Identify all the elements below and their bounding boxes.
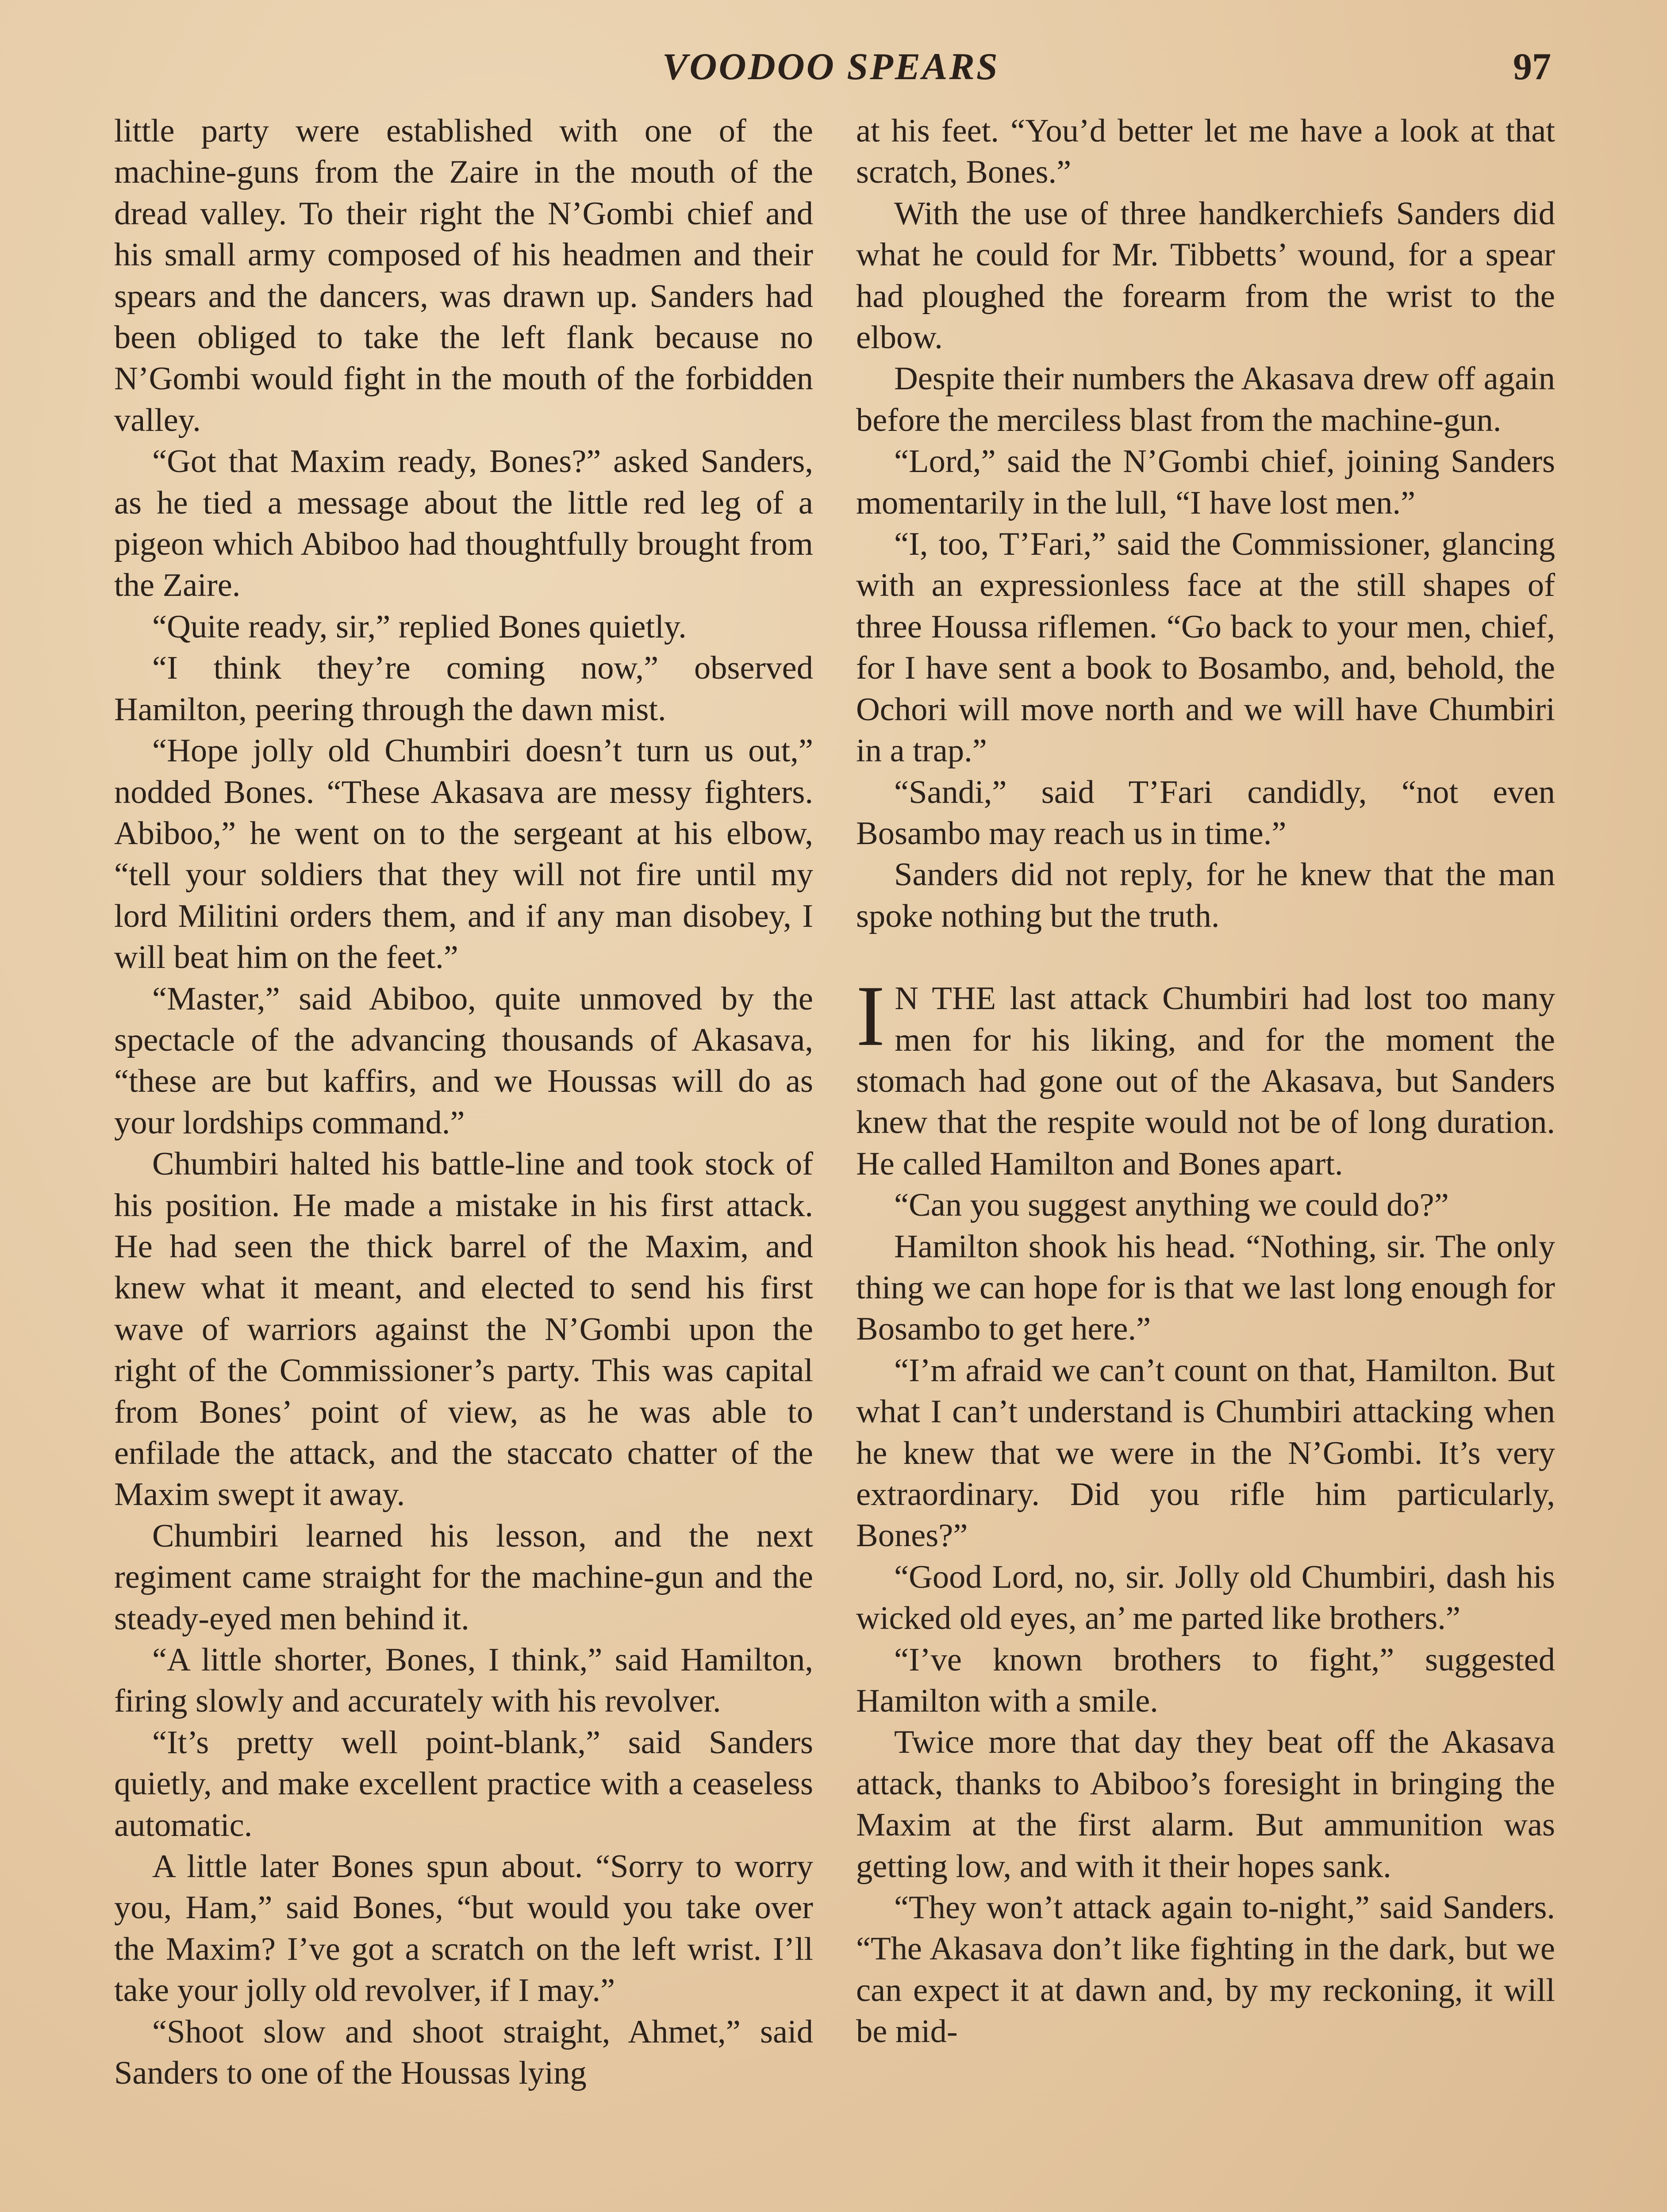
paragraph: “Shoot slow and shoot straight, Ahmet,” said Sanders to one of the Houssas lying xyxy=(114,2013,813,2092)
paragraph: “Sandi,” said T’Fari candidly, “not even Bosambo may reach us in time.” xyxy=(856,774,1555,852)
paragraph: “Good Lord, no, sir. Jolly old Chumbiri, dash his wicked old eyes, an’ me parted like brothers.” xyxy=(856,1559,1555,1637)
paragraph: “Lord,” said the N’Gombi chief, joining Sanders momentarily in the lull, “I have lost men.” xyxy=(856,443,1555,521)
paragraph: “Got that Maxim ready, Bones?” asked Sanders, as he tied a message about the little red leg of a pigeon which Abiboo had thoughtfully brought from the Zaire. xyxy=(114,443,813,604)
paragraph: little party were established with one of the machine-guns from the Zaire in the mouth of the dread valley. To their right the N’Gombi chief and his small army composed of his headmen and their spears and the dancers, was drawn up. Sanders had been obliged to take the left flank because no N’Gombi would fight in the mouth of the forbidden valley. xyxy=(114,113,813,438)
paragraph: Twice more that day they beat off the Akasava attack, thanks to Abiboo’s foresight in bringing the Maxim at the first alarm. But ammunition was getting low, and with it their hopes sank. xyxy=(856,1724,1555,1885)
paragraph: Hamilton shook his head. “Nothing, sir. The only thing we can hope for is that we last long enough for Bosambo to get here.” xyxy=(856,1228,1555,1348)
paragraph: “I’m afraid we can’t count on that, Hamilton. But what I can’t understand is Chumbiri attacking when he knew that we were in the N’Gombi. It’s very extraordinary. Did you rifle him particularly, Bones?” xyxy=(856,1352,1555,1554)
paragraph: “A little shorter, Bones, I think,” said Hamilton, firing slowly and accurately with his revolver. xyxy=(114,1642,813,1720)
paragraph: at his feet. “You’d better let me have a look at that scratch, Bones.” xyxy=(856,113,1555,191)
page-number: 97 xyxy=(1513,45,1551,88)
paragraph: Sanders did not reply, for he knew that the man spoke nothing but the truth. xyxy=(856,856,1555,934)
page-header xyxy=(0,44,1667,97)
paragraph: “I, too, T’Fari,” said the Commissioner, glancing with an expressionless face at the still shapes of three Houssa riflemen. “Go back to your men, chief, for I have sent a book to Bosambo, and, behold, the Ochori will move north and we will have Chumbiri in a trap.” xyxy=(856,526,1555,769)
paragraph: “I think they’re coming now,” observed Hamilton, peering through the dawn mist. xyxy=(114,650,813,728)
running-title: VOODOO SPEARS xyxy=(662,45,999,88)
drop-cap: I xyxy=(856,968,885,1064)
paragraph: Chumbiri learned his lesson, and the next regiment came straight for the machine-gun and the steady-eyed men behind it. xyxy=(114,1517,813,1637)
paragraph: Despite their numbers the Akasava drew off again before the merciless blast from the machine-gun. xyxy=(856,361,1555,438)
paragraph: “It’s pretty well point-blank,” said Sanders quietly, and make excellent practice with a ceaseless automatic. xyxy=(114,1724,813,1843)
paragraph: “Can you suggest anything we could do?” xyxy=(894,1187,1449,1224)
paragraph: “I’ve known brothers to fight,” suggested Hamilton with a smile. xyxy=(856,1641,1555,1720)
paragraph: “Quite ready, sir,” replied Bones quietly. xyxy=(152,608,687,645)
section-opening-paragraph xyxy=(856,968,1555,1185)
paragraph: A little later Bones spun about. “Sorry to worry you, Ham,” said Bones, “but would you take over the Maxim? I’ve got a scratch on the left wrist. I’ll take your jolly old revolver, if I may.” xyxy=(114,1848,813,2009)
paragraph: “They won’t attack again to-night,” said Sanders. “The Akasava don’t like fighting in the dark, but we can expect it at dawn and, by my reckoning, it will be mid- xyxy=(856,1889,1555,2050)
paragraph: “Master,” said Abiboo, quite unmoved by the spectacle of the advancing thousands of Akasava, “these are but kaffirs, and we Houssas will do as your lordships command.” xyxy=(114,980,813,1141)
paragraph: With the use of three handkerchiefs Sanders did what he could for Mr. Tibbetts’ wound, for a spear had ploughed the forearm from the wrist to the elbow. xyxy=(856,195,1555,356)
paragraph: Chumbiri halted his battle-line and took stock of his position. He made a mistake in his first attack. He had seen the thick barrel of the Maxim, and knew what it meant, and elected to send his first wave of warriors against the N’Gombi upon the right of the Commissioner’s party. This was capital from Bones’ point of view, as he was able to enfilade the attack, and the staccato chatter of the Maxim swept it away. xyxy=(114,1146,813,1513)
left-column xyxy=(114,111,813,2094)
paragraph: “Hope jolly old Chumbiri doesn’t turn us out,” nodded Bones. “These Akasava are messy fighters. Abiboo,” he went on to the sergeant at his elbow, “tell your soldiers that they will not fire until my lord Militini orders them, and if any man disobey, I will beat him on the feet.” xyxy=(114,733,813,976)
section-opening-text: N THE last attack Chumbiri had lost too many men for his liking, and for the moment the stomach had gone out of the Akasava, but Sanders knew that the respite would not be of long duration. He called Hamilton and Bones apart. xyxy=(856,980,1555,1182)
right-column xyxy=(856,111,1555,2053)
